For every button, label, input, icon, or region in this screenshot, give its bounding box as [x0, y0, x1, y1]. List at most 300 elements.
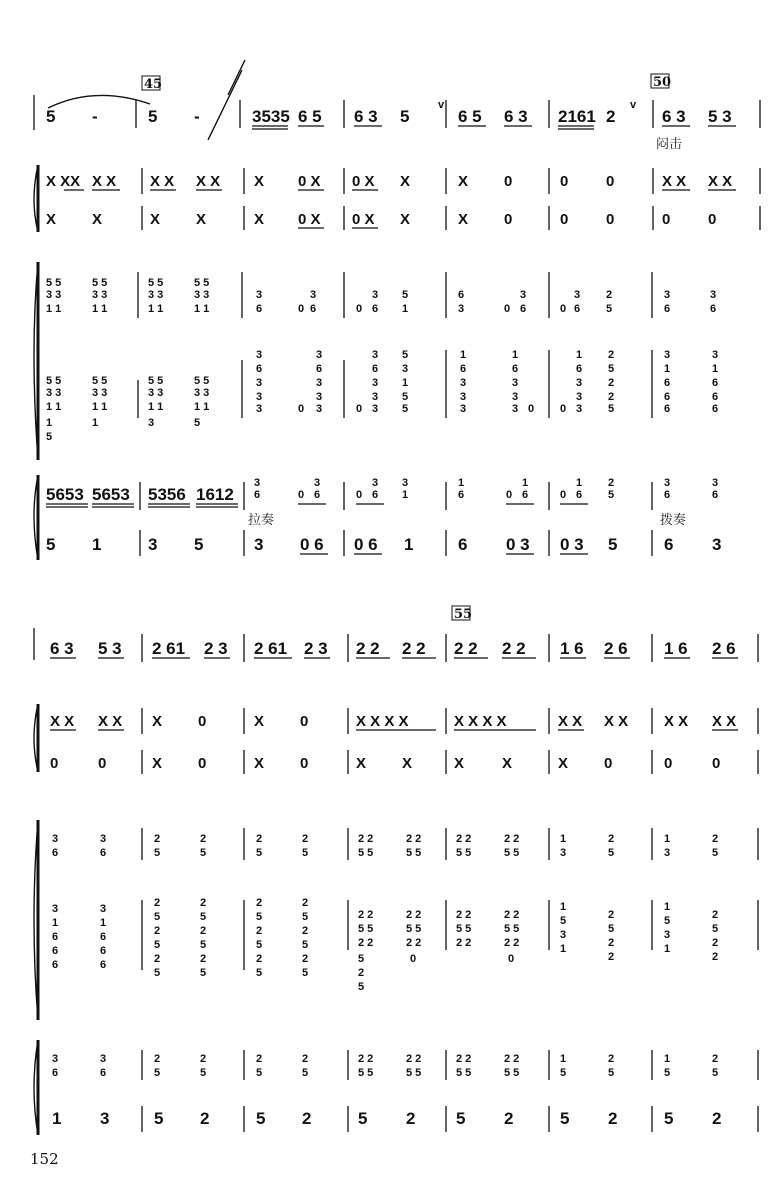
svg-text:3: 3 — [256, 289, 263, 301]
svg-text:X X: X X — [708, 173, 733, 190]
svg-text:5: 5 — [154, 967, 161, 979]
svg-text:6: 6 — [710, 303, 717, 315]
svg-text:1 1: 1 1 — [194, 401, 210, 413]
svg-text:6: 6 — [100, 847, 107, 859]
bass-row-2 — [52, 1106, 758, 1132]
svg-text:6: 6 — [100, 959, 107, 971]
perc2-row — [46, 206, 760, 230]
svg-text:5: 5 — [712, 923, 719, 935]
svg-text:1: 1 — [576, 477, 583, 489]
svg-text:6: 6 — [460, 363, 467, 375]
svg-text:2 61: 2 61 — [254, 639, 288, 658]
svg-text:5: 5 — [256, 1109, 266, 1128]
svg-text:2: 2 — [608, 1109, 618, 1128]
svg-text:3: 3 — [520, 289, 527, 301]
rehearsal-50: 50 — [653, 75, 672, 90]
svg-text:2 3: 2 3 — [204, 639, 228, 658]
perc1-row — [46, 168, 760, 194]
lower-strings-row — [46, 477, 718, 510]
svg-text:5: 5 — [200, 911, 207, 923]
svg-text:6: 6 — [458, 489, 465, 501]
svg-text:5 5: 5 5 — [504, 847, 520, 859]
svg-text:3 3: 3 3 — [148, 387, 164, 399]
svg-text:1: 1 — [522, 477, 529, 489]
svg-text:2: 2 — [302, 833, 309, 845]
svg-text:6: 6 — [100, 1067, 107, 1079]
svg-text:1: 1 — [92, 535, 102, 554]
svg-text:5: 5 — [560, 1109, 570, 1128]
svg-text:1: 1 — [664, 943, 671, 955]
svg-text:0 X: 0 X — [298, 173, 321, 190]
svg-text:0: 0 — [504, 211, 513, 228]
svg-text:5 5: 5 5 — [456, 847, 472, 859]
svg-text:6: 6 — [52, 959, 59, 971]
svg-text:X XX: X XX — [46, 173, 81, 190]
svg-text:2: 2 — [154, 1053, 161, 1065]
svg-text:X: X — [458, 173, 469, 190]
svg-text:3: 3 — [664, 289, 671, 301]
svg-text:0: 0 — [560, 489, 567, 501]
svg-text:X: X — [254, 211, 265, 228]
svg-text:2: 2 — [256, 953, 263, 965]
svg-text:3: 3 — [576, 391, 583, 403]
svg-text:2 2: 2 2 — [406, 833, 422, 845]
svg-text:6: 6 — [512, 363, 519, 375]
svg-text:6: 6 — [664, 489, 671, 501]
svg-text:2: 2 — [712, 909, 719, 921]
svg-text:5: 5 — [664, 1109, 674, 1128]
svg-text:3: 3 — [712, 349, 719, 361]
svg-text:5: 5 — [358, 1109, 368, 1128]
svg-text:3: 3 — [664, 477, 671, 489]
svg-text:X: X — [46, 211, 57, 228]
svg-text:5: 5 — [608, 403, 615, 415]
svg-text:1: 1 — [402, 377, 409, 389]
svg-text:5: 5 — [402, 403, 409, 415]
svg-text:3: 3 — [256, 391, 263, 403]
svg-text:5: 5 — [200, 939, 207, 951]
svg-text:2: 2 — [154, 897, 161, 909]
svg-text:0: 0 — [50, 755, 59, 772]
svg-text:1: 1 — [458, 477, 465, 489]
svg-text:6: 6 — [310, 303, 317, 315]
svg-text:2 2: 2 2 — [406, 1053, 422, 1065]
svg-text:0: 0 — [604, 755, 613, 772]
svg-text:6: 6 — [254, 489, 261, 501]
svg-text:5: 5 — [154, 1067, 161, 1079]
svg-text:2: 2 — [200, 833, 207, 845]
svg-text:2 2: 2 2 — [456, 909, 472, 921]
svg-text:3: 3 — [458, 303, 465, 315]
svg-text:2 2: 2 2 — [456, 1053, 472, 1065]
svg-text:5: 5 — [154, 1109, 164, 1128]
svg-text:5: 5 — [256, 911, 263, 923]
svg-text:5: 5 — [456, 1109, 466, 1128]
svg-text:0 6: 0 6 — [300, 535, 324, 554]
svg-text:3 3: 3 3 — [92, 387, 108, 399]
svg-text:1: 1 — [402, 303, 409, 315]
svg-text:2: 2 — [302, 1109, 312, 1128]
svg-text:3: 3 — [372, 391, 379, 403]
svg-text:0: 0 — [528, 403, 535, 415]
svg-text:X: X — [400, 173, 411, 190]
svg-text:1: 1 — [664, 901, 671, 913]
svg-text:3: 3 — [256, 403, 263, 415]
svg-text:5: 5 — [200, 1067, 207, 1079]
svg-text:0: 0 — [504, 173, 513, 190]
svg-text:3 3: 3 3 — [46, 387, 62, 399]
svg-text:3: 3 — [460, 391, 467, 403]
svg-text:3: 3 — [100, 833, 107, 845]
svg-text:6: 6 — [522, 489, 529, 501]
svg-text:2 2: 2 2 — [358, 909, 374, 921]
svg-text:3: 3 — [148, 417, 155, 429]
svg-text:X X X X: X X X X — [356, 713, 409, 730]
svg-text:2 2: 2 2 — [358, 833, 374, 845]
svg-text:0: 0 — [298, 489, 305, 501]
svg-text:2: 2 — [712, 833, 719, 845]
svg-text:1 1: 1 1 — [148, 401, 164, 413]
svg-text:2 2: 2 2 — [456, 937, 472, 949]
svg-text:6: 6 — [52, 847, 59, 859]
svg-text:0: 0 — [198, 755, 207, 772]
svg-text:1: 1 — [512, 349, 519, 361]
svg-text:1 1: 1 1 — [148, 303, 164, 315]
svg-text:0 X: 0 X — [352, 173, 375, 190]
svg-text:1: 1 — [560, 901, 567, 913]
svg-text:6: 6 — [372, 363, 379, 375]
svg-text:0: 0 — [712, 755, 721, 772]
svg-text:1: 1 — [52, 1109, 62, 1128]
svg-text:3: 3 — [512, 391, 519, 403]
svg-text:2 6: 2 6 — [604, 639, 628, 658]
svg-text:6: 6 — [712, 489, 719, 501]
note: 5 — [400, 107, 410, 126]
svg-text:0 6: 0 6 — [354, 535, 378, 554]
svg-text:5 5: 5 5 — [406, 1067, 422, 1079]
svg-text:1: 1 — [46, 417, 53, 429]
svg-text:2: 2 — [608, 937, 615, 949]
svg-text:5 5: 5 5 — [148, 277, 164, 289]
svg-text:0: 0 — [356, 403, 363, 415]
svg-text:3: 3 — [372, 403, 379, 415]
svg-text:2: 2 — [606, 289, 613, 301]
svg-text:X X: X X — [604, 713, 629, 730]
svg-text:2 61: 2 61 — [152, 639, 186, 658]
svg-text:3: 3 — [52, 1053, 59, 1065]
svg-text:X X X X: X X X X — [454, 713, 507, 730]
svg-text:2: 2 — [256, 833, 263, 845]
svg-text:0: 0 — [662, 211, 671, 228]
svg-text:6: 6 — [458, 535, 468, 554]
svg-text:5 5: 5 5 — [46, 375, 62, 387]
svg-text:1: 1 — [712, 363, 719, 375]
tie-slur — [48, 95, 150, 108]
svg-text:6 3: 6 3 — [50, 639, 74, 658]
svg-text:5653: 5653 — [46, 485, 84, 504]
svg-text:5: 5 — [712, 847, 719, 859]
svg-text:5: 5 — [256, 1067, 263, 1079]
svg-text:5: 5 — [302, 911, 309, 923]
svg-text:2: 2 — [302, 953, 309, 965]
rehearsal-45: 45 — [144, 77, 163, 92]
svg-text:2 2: 2 2 — [406, 909, 422, 921]
svg-text:2: 2 — [712, 951, 719, 963]
svg-text:5 5: 5 5 — [504, 923, 520, 935]
note: 6 3 — [354, 107, 378, 126]
svg-text:X X: X X — [712, 713, 737, 730]
svg-text:3: 3 — [712, 535, 722, 554]
svg-text:2: 2 — [712, 1109, 722, 1128]
svg-text:X X: X X — [558, 713, 583, 730]
svg-text:6: 6 — [576, 489, 583, 501]
svg-text:5: 5 — [560, 1067, 567, 1079]
svg-text:2: 2 — [154, 953, 161, 965]
svg-text:3: 3 — [100, 1109, 110, 1128]
svg-text:X: X — [356, 755, 367, 772]
svg-text:2: 2 — [154, 833, 161, 845]
svg-text:X: X — [254, 713, 265, 730]
svg-text:0: 0 — [664, 755, 673, 772]
svg-text:5 5: 5 5 — [92, 375, 108, 387]
svg-text:2: 2 — [608, 349, 615, 361]
svg-text:3 3: 3 3 — [46, 289, 62, 301]
svg-text:6: 6 — [256, 363, 263, 375]
svg-text:2 2: 2 2 — [504, 937, 520, 949]
svg-text:5: 5 — [256, 939, 263, 951]
svg-text:5: 5 — [46, 431, 53, 443]
svg-text:5 5: 5 5 — [456, 923, 472, 935]
svg-text:6: 6 — [372, 303, 379, 315]
svg-text:5653: 5653 — [92, 485, 130, 504]
svg-text:0: 0 — [560, 403, 567, 415]
svg-text:3: 3 — [256, 349, 263, 361]
svg-text:3: 3 — [372, 289, 379, 301]
svg-text:2 2: 2 2 — [504, 909, 520, 921]
svg-text:2: 2 — [608, 377, 615, 389]
svg-text:6: 6 — [52, 931, 59, 943]
svg-text:6: 6 — [712, 377, 719, 389]
svg-text:6: 6 — [664, 403, 671, 415]
svg-text:0 X: 0 X — [298, 211, 321, 228]
svg-text:6: 6 — [664, 535, 674, 554]
svg-text:X: X — [400, 211, 411, 228]
page-number: 152 — [30, 1150, 59, 1168]
svg-text:1: 1 — [52, 917, 59, 929]
svg-text:5: 5 — [358, 981, 365, 993]
svg-text:1 1: 1 1 — [92, 303, 108, 315]
svg-text:5 5: 5 5 — [92, 277, 108, 289]
rehearsal-55: 55 — [454, 607, 473, 622]
note: 6 3 — [504, 107, 528, 126]
svg-text:5 5: 5 5 — [456, 1067, 472, 1079]
svg-text:2 2: 2 2 — [358, 937, 374, 949]
svg-text:X: X — [196, 211, 207, 228]
svg-text:X: X — [458, 211, 469, 228]
svg-text:1 1: 1 1 — [92, 401, 108, 413]
svg-text:5: 5 — [302, 939, 309, 951]
strings-chords-row — [46, 272, 716, 318]
svg-text:2: 2 — [358, 967, 365, 979]
svg-text:5: 5 — [608, 363, 615, 375]
svg-text:5 5: 5 5 — [358, 1067, 374, 1079]
svg-text:3: 3 — [576, 377, 583, 389]
svg-text:X X: X X — [196, 173, 221, 190]
strings-chords-row-4 — [52, 897, 758, 993]
svg-text:X X: X X — [50, 713, 75, 730]
svg-text:5: 5 — [154, 911, 161, 923]
svg-text:1: 1 — [560, 943, 567, 955]
svg-text:1: 1 — [664, 363, 671, 375]
svg-text:2: 2 — [406, 1109, 416, 1128]
svg-text:6: 6 — [100, 945, 107, 957]
note: 6 5 — [458, 107, 482, 126]
svg-text:6: 6 — [52, 1067, 59, 1079]
strings-chords-row-2 — [46, 349, 718, 443]
svg-text:3: 3 — [100, 1053, 107, 1065]
svg-text:5: 5 — [46, 535, 56, 554]
svg-text:3: 3 — [560, 847, 567, 859]
svg-text:3: 3 — [664, 929, 671, 941]
svg-text:2: 2 — [200, 1053, 207, 1065]
svg-text:2: 2 — [608, 391, 615, 403]
svg-text:2 2: 2 2 — [504, 1053, 520, 1065]
svg-text:3: 3 — [52, 833, 59, 845]
svg-text:1 1: 1 1 — [46, 401, 62, 413]
svg-text:5 5: 5 5 — [358, 923, 374, 935]
svg-text:0: 0 — [300, 713, 309, 730]
svg-text:3: 3 — [576, 403, 583, 415]
melody-row-2 — [50, 634, 758, 662]
svg-text:0: 0 — [560, 211, 569, 228]
svg-text:3: 3 — [710, 289, 717, 301]
svg-text:3: 3 — [52, 903, 59, 915]
annotation-muted: 闷击 — [656, 137, 683, 152]
svg-text:0: 0 — [198, 713, 207, 730]
svg-text:2 2: 2 2 — [456, 833, 472, 845]
svg-text:X X: X X — [664, 713, 689, 730]
svg-text:0: 0 — [298, 303, 305, 315]
svg-text:v: v — [630, 99, 637, 111]
annotation-bowed: 拉奏 — [248, 513, 275, 528]
svg-text:5: 5 — [358, 953, 365, 965]
svg-text:X: X — [402, 755, 413, 772]
svg-text:2: 2 — [608, 1053, 615, 1065]
svg-text:5: 5 — [194, 535, 204, 554]
svg-text:0: 0 — [300, 755, 309, 772]
svg-text:0: 0 — [356, 489, 363, 501]
perc2-row-2 — [50, 750, 758, 774]
svg-text:3: 3 — [372, 477, 379, 489]
svg-text:2 6: 2 6 — [712, 639, 736, 658]
svg-text:1: 1 — [664, 833, 671, 845]
svg-text:v: v — [438, 99, 445, 111]
svg-text:1 6: 1 6 — [664, 639, 688, 658]
svg-text:5: 5 — [256, 967, 263, 979]
svg-text:2 2: 2 2 — [356, 639, 380, 658]
svg-text:5 5: 5 5 — [406, 847, 422, 859]
svg-text:3: 3 — [254, 477, 261, 489]
svg-text:X: X — [254, 755, 265, 772]
svg-text:5: 5 — [608, 1067, 615, 1079]
svg-text:1 1: 1 1 — [46, 303, 62, 315]
svg-text:X X: X X — [150, 173, 175, 190]
svg-text:2: 2 — [712, 937, 719, 949]
svg-text:1: 1 — [402, 489, 409, 501]
note: - — [92, 107, 98, 126]
svg-text:X: X — [558, 755, 569, 772]
annotation-plucked: 拨奏 — [660, 513, 687, 528]
svg-text:6: 6 — [574, 303, 581, 315]
svg-text:2: 2 — [302, 925, 309, 937]
svg-text:6: 6 — [664, 377, 671, 389]
note: 5 — [46, 107, 56, 126]
svg-text:1: 1 — [404, 535, 414, 554]
svg-text:2 2: 2 2 — [502, 639, 526, 658]
svg-text:3 3: 3 3 — [92, 289, 108, 301]
svg-text:6: 6 — [664, 391, 671, 403]
svg-text:2: 2 — [608, 477, 615, 489]
svg-text:2: 2 — [256, 897, 263, 909]
svg-text:5: 5 — [402, 289, 409, 301]
note: 3535 — [252, 107, 290, 126]
svg-text:0: 0 — [98, 755, 107, 772]
lower-strings-row-2 — [52, 1050, 758, 1080]
note: 2 — [606, 107, 616, 126]
svg-text:5: 5 — [664, 1067, 671, 1079]
svg-text:2 2: 2 2 — [504, 833, 520, 845]
svg-text:5: 5 — [154, 939, 161, 951]
svg-text:5: 5 — [560, 915, 567, 927]
svg-text:5: 5 — [608, 923, 615, 935]
svg-text:5 5: 5 5 — [46, 277, 62, 289]
svg-text:X X: X X — [662, 173, 687, 190]
note: 6 3 — [662, 107, 686, 126]
svg-text:2: 2 — [256, 1053, 263, 1065]
svg-text:3: 3 — [372, 349, 379, 361]
svg-text:6: 6 — [664, 303, 671, 315]
svg-text:0: 0 — [506, 489, 513, 501]
svg-text:0: 0 — [708, 211, 717, 228]
svg-text:3 3: 3 3 — [194, 289, 210, 301]
svg-text:3: 3 — [316, 349, 323, 361]
note: - — [194, 107, 200, 126]
svg-text:3: 3 — [372, 377, 379, 389]
svg-text:6: 6 — [712, 391, 719, 403]
perc1-row-2 — [50, 708, 758, 734]
svg-text:0: 0 — [606, 173, 615, 190]
svg-text:3 3: 3 3 — [148, 289, 164, 301]
svg-text:6: 6 — [52, 945, 59, 957]
svg-text:2: 2 — [504, 1109, 514, 1128]
svg-text:3: 3 — [512, 377, 519, 389]
svg-text:6: 6 — [372, 489, 379, 501]
svg-text:3: 3 — [316, 391, 323, 403]
svg-text:1: 1 — [560, 1053, 567, 1065]
svg-text:2: 2 — [200, 1109, 210, 1128]
svg-text:2 2: 2 2 — [402, 639, 426, 658]
note: 5 — [148, 107, 158, 126]
note: 5 3 — [708, 107, 732, 126]
svg-text:5: 5 — [200, 847, 207, 859]
svg-text:3: 3 — [314, 477, 321, 489]
svg-text:2 2: 2 2 — [358, 1053, 374, 1065]
svg-text:3: 3 — [664, 847, 671, 859]
svg-text:1: 1 — [576, 349, 583, 361]
svg-text:6: 6 — [712, 403, 719, 415]
svg-text:5: 5 — [664, 915, 671, 927]
svg-text:1: 1 — [92, 417, 99, 429]
